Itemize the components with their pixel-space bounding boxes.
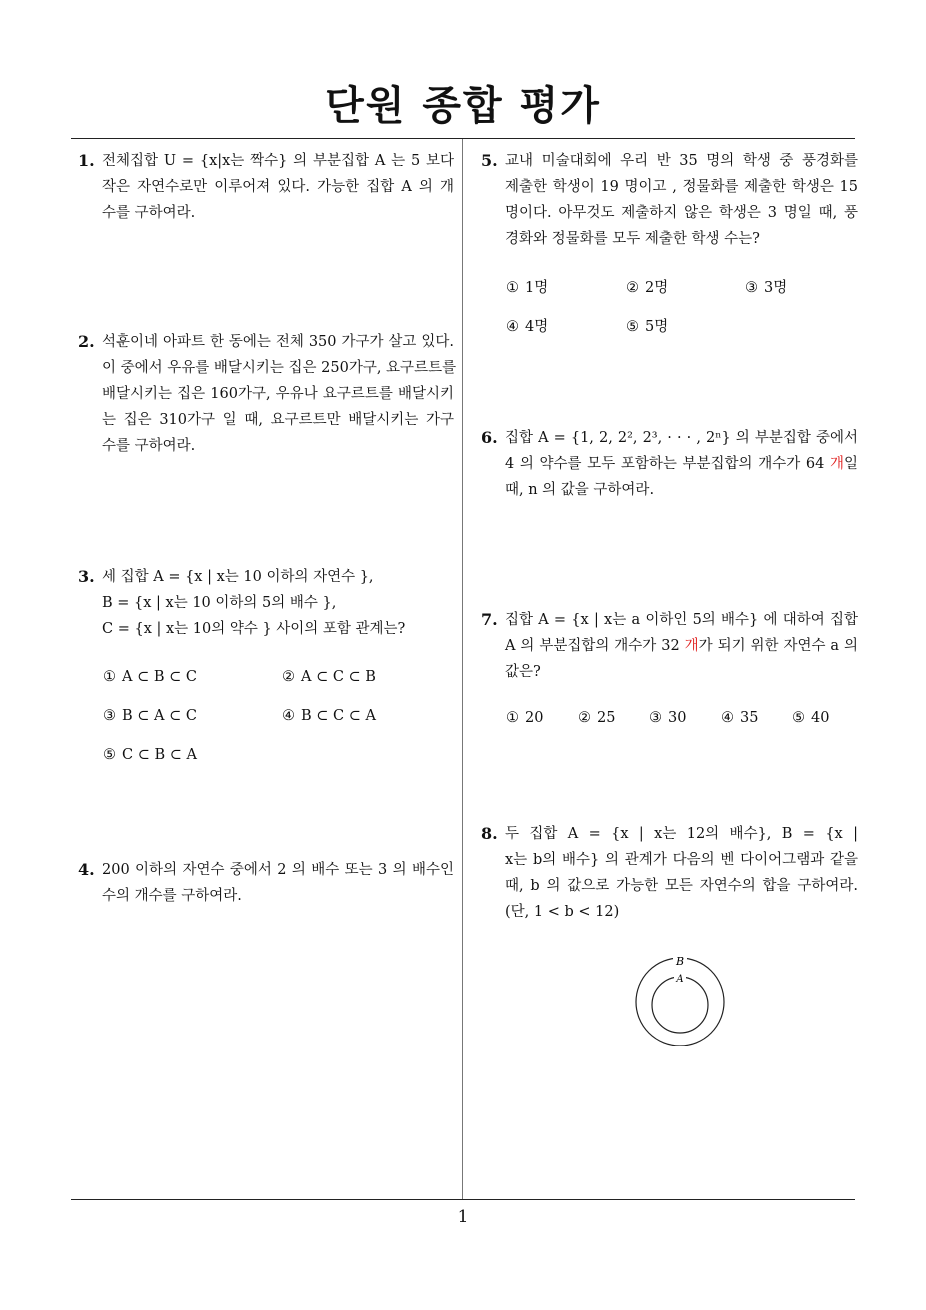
choice-mark: ⑤ (792, 710, 805, 726)
choice-2[interactable] (626, 276, 668, 297)
problem-text-line: 경화와 정물화를 모두 제출한 학생 수는? (505, 231, 760, 247)
problem-text-line: 수를 구하여라. (102, 438, 196, 454)
problem-8 (481, 821, 858, 925)
choice-1[interactable] (506, 276, 548, 297)
choice-mark: ② (578, 710, 591, 726)
problem-text-line: 세 집합 A = {x | x는 10 이하의 자연수 }, (102, 569, 374, 585)
problem-text-line: 때, n 의 값을 구하여라. (505, 482, 655, 498)
choice-text: 35 (740, 710, 759, 726)
text-segment: A 의 부분집합의 개수가 32 (505, 638, 685, 654)
problem-number: 1. (78, 151, 95, 170)
problem-text-line: 수를 구하여라. (102, 205, 196, 221)
problem-5 (481, 148, 858, 252)
problem-text-line: B = {x | x는 10 이하의 5의 배수 }, (102, 595, 337, 611)
problem-number: 2. (78, 332, 95, 351)
choice-mark: ③ (745, 280, 758, 296)
choice-5[interactable] (792, 710, 829, 726)
problem-text-line: 는 집은 310가구 일 때, 요구르트만 배달시키는 가구 (102, 412, 454, 428)
choice-text: 30 (668, 710, 687, 726)
problem-text-line: 명이다. 아무것도 제출하지 않은 학생은 3 명일 때, 풍 (505, 205, 858, 221)
choice-text: C ⊂ B ⊂ A (122, 747, 197, 763)
problem-number: 3. (78, 567, 95, 586)
problem-text-line: C = {x | x는 10의 약수 } 사이의 포함 관계는? (102, 621, 406, 637)
choice-text: 5명 (645, 319, 669, 335)
problem-number: 6. (481, 428, 498, 447)
bottom-rule (71, 1199, 855, 1200)
highlighted-text: 개 (684, 638, 699, 654)
problem-text-line: 집합 A = {1, 2, 2², 2³, · · · , 2ⁿ} 의 부분집합 중에서 (505, 430, 858, 446)
choice-text: 25 (597, 710, 616, 726)
choice-5[interactable] (103, 747, 197, 763)
problem-7 (481, 607, 858, 685)
problem-text-line: 수의 개수를 구하여라. (102, 888, 242, 904)
choice-5[interactable] (626, 315, 668, 336)
problem-text-line: 200 이하의 자연수 중에서 2 의 배수 또는 3 의 배수인 (102, 862, 454, 878)
choice-text: 3명 (764, 280, 788, 296)
choice-mark: ① (506, 280, 519, 296)
problem-text-line: 집합 A = {x | x는 a 이하인 5의 배수} 에 대하여 집합 (505, 612, 858, 628)
choice-mark: ② (282, 669, 295, 685)
choice-mark: ② (626, 280, 639, 296)
choice-text: 1명 (525, 280, 549, 296)
choice-4[interactable] (506, 315, 548, 336)
venn-inner-set (652, 977, 708, 1033)
choice-1[interactable] (103, 669, 197, 685)
problem-3 (78, 564, 454, 642)
problem-text-line: 제출한 학생이 19 명이고 , 정물화를 제출한 학생은 15 (505, 179, 858, 195)
choice-mark: ④ (506, 319, 519, 335)
page-title: 단원 종합 평가 (325, 83, 601, 129)
choice-text: B ⊂ A ⊂ C (122, 708, 197, 724)
choice-text: 2명 (645, 280, 669, 296)
choice-4[interactable] (282, 708, 376, 724)
problem-6 (481, 425, 858, 503)
choice-mark: ① (103, 669, 116, 685)
choice-text: 20 (525, 710, 544, 726)
problem-text-line: x는 b의 배수} 의 관계가 다음의 벤 다이어그램과 같을 (505, 852, 858, 868)
page-number: 1 (457, 1207, 469, 1227)
choice-2[interactable] (282, 669, 376, 685)
text-segment: 4 의 약수를 모두 포함하는 부분집합의 개수가 64 (505, 456, 830, 472)
choice-3[interactable] (745, 276, 787, 297)
column-divider (462, 139, 463, 1199)
problem-number: 8. (481, 824, 498, 843)
problem-text-line: 석훈이네 아파트 한 동에는 전체 350 가구가 살고 있다. (102, 334, 454, 350)
choice-mark: ⑤ (103, 747, 116, 763)
venn-label-a: A (676, 974, 684, 985)
problem-text-line: 이 중에서 우유를 배달시키는 집은 250가구, 요구르트를 (102, 360, 457, 376)
choice-text: A ⊂ B ⊂ C (122, 669, 197, 685)
choice-text: 40 (811, 710, 830, 726)
problem-text-line (505, 451, 858, 477)
problem-text-line: (단, 1 < b < 12) (505, 904, 620, 920)
problem-text-line (505, 633, 858, 659)
venn-label-b: B (675, 955, 685, 968)
highlighted-text: 개 (829, 456, 844, 472)
choice-mark: ④ (282, 708, 295, 724)
problem-text-line: 전체집합 U = {x|x는 짝수} 의 부분집합 A 는 5 보다 (102, 153, 454, 169)
choice-3[interactable] (649, 710, 686, 726)
problem-text-line: 때, b 의 값으로 가능한 모든 자연수의 합을 구하여라. (505, 878, 858, 894)
top-rule (71, 138, 855, 139)
text-segment: 일 (843, 456, 858, 472)
choice-text: A ⊂ C ⊂ B (301, 669, 376, 685)
problem-2 (78, 329, 457, 459)
problem-4 (78, 857, 454, 909)
problem-text-line: 작은 자연수로만 이루어져 있다. 가능한 집합 A 의 개 (102, 179, 454, 195)
problem-text-line: 값은? (505, 664, 541, 680)
text-segment: 가 되기 위한 자연수 a 의 (698, 638, 858, 654)
venn-diagram (632, 950, 728, 1046)
choice-2[interactable] (578, 710, 615, 726)
choice-mark: ① (506, 710, 519, 726)
problem-number: 5. (481, 151, 498, 170)
problem-1 (78, 148, 454, 226)
choice-mark: ③ (649, 710, 662, 726)
choice-mark: ④ (721, 710, 734, 726)
choice-mark: ⑤ (626, 319, 639, 335)
problem-text-line: 배달시키는 집은 160가구, 우유나 요구르트를 배달시키 (102, 386, 454, 402)
choice-text: B ⊂ C ⊂ A (301, 708, 376, 724)
choice-4[interactable] (721, 710, 758, 726)
problem-number: 7. (481, 610, 498, 629)
problem-number: 4. (78, 860, 95, 879)
problem-text-line: 교내 미술대회에 우리 반 35 명의 학생 중 풍경화를 (505, 153, 858, 169)
choice-text: 4명 (525, 319, 549, 335)
choice-mark: ③ (103, 708, 116, 724)
choice-3[interactable] (103, 708, 197, 724)
problem-text-line: 두 집합 A = {x | x는 12의 배수}, B = {x | (505, 826, 858, 842)
choice-1[interactable] (506, 710, 543, 726)
